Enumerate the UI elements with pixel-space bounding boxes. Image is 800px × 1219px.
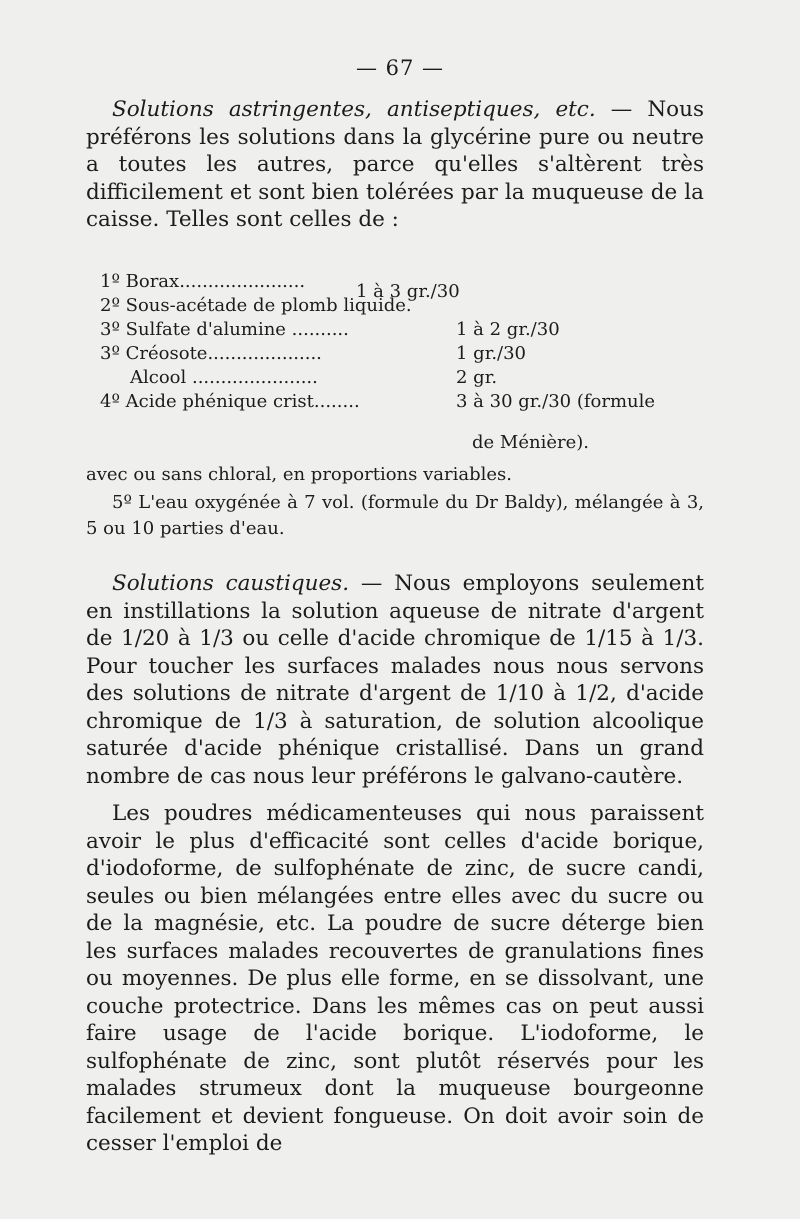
section-caustiques (86, 570, 704, 790)
formula-item (100, 342, 700, 366)
formula-item (100, 366, 700, 390)
section-astringentes (86, 96, 704, 234)
paragraph-caustiques (86, 570, 704, 790)
formula-label: Alcool ...................... (130, 367, 318, 388)
formula-label: 3º Créosote.................... (100, 343, 322, 364)
formula-item (100, 390, 700, 414)
formula-item (100, 318, 700, 342)
page-number: — 67 — (355, 56, 445, 80)
paragraph-astringentes (86, 96, 704, 234)
formula-continuation: de Ménière). (472, 432, 589, 453)
section-body-caustiques: — Nous employons seulement en instillations la solution aqueuse de nitrate d'argent de 1/20 à 1/3 ou celle d'acide chromique de 1/15 à 1/3. Pour toucher les surfaces malades nous nous servons des solutions de nitrate d'argent de 1/10 à 1/2, d'acide chromique de 1/3 à saturation, de solution alcoolique saturée d'acide phénique cristallisé. Dans un grand nombre de cas nous leur préférons le galvano-cautère. (86, 571, 704, 789)
formula-value: 2 gr. (456, 367, 498, 388)
item-eau-oxygenee: 5º L'eau oxygénée à 7 vol. (formule du Dr Baldy), mélangée à 3, 5 ou 10 parties d'eau. (86, 492, 704, 539)
paragraph-poudres: Les poudres médicamenteuses qui nous paraissent avoir le plus d'efficacité sont celles d'acide borique, d'iodoforme, de sulfophénate de zinc, de sucre candi, seules ou bien mélangées entre elles avec du sucre ou de la magnésie, etc. La poudre de sucre déterge bien les surfaces malades recouvertes de granulations fines ou moyennes. De plus elle forme, en se dissolvant, une couche protectrice. Dans les mêmes cas on peut aussi faire usage de l'acide borique. L'iodoforme, le sulfophénate de zinc, sont plutôt réservés pour les malades strumeux dont la muqueuse bourgeonne facilement et devient fongueuse. On doit avoir soin de cesser l'emploi de (86, 801, 704, 1156)
formula-value: 1 à 2 gr./30 (456, 319, 560, 340)
formula-label: 4º Acide phénique crist........ (100, 391, 360, 412)
note-chloral: avec ou sans chloral, en proportions variables. (86, 464, 512, 485)
formula-value: 1 gr./30 (456, 343, 527, 364)
section-body-astringentes: — Nous préférons les solutions dans la glycérine pure ou neutre a toutes les autres, parce qu'elles s'altèrent très difficilement et sont bien tolérées par la muqueuse de la caisse. Telles sont celles de : (86, 97, 704, 232)
section-title-astringentes: Solutions astringentes, antiseptiques, etc. (112, 97, 596, 122)
formula-label: 3º Sulfate d'alumine .......... (100, 319, 349, 340)
formula-value: 3 à 30 gr./30 (formule (456, 391, 656, 412)
formula-shared-value: 1 à 3 gr./30 (356, 281, 460, 302)
formula-label: 2º Sous-acétade de plomb liquide. (100, 295, 412, 316)
section-poudres (86, 800, 704, 1158)
section-title-caustiques: Solutions caustiques. (112, 571, 350, 596)
formula-label: 1º Borax...................... (100, 271, 306, 292)
